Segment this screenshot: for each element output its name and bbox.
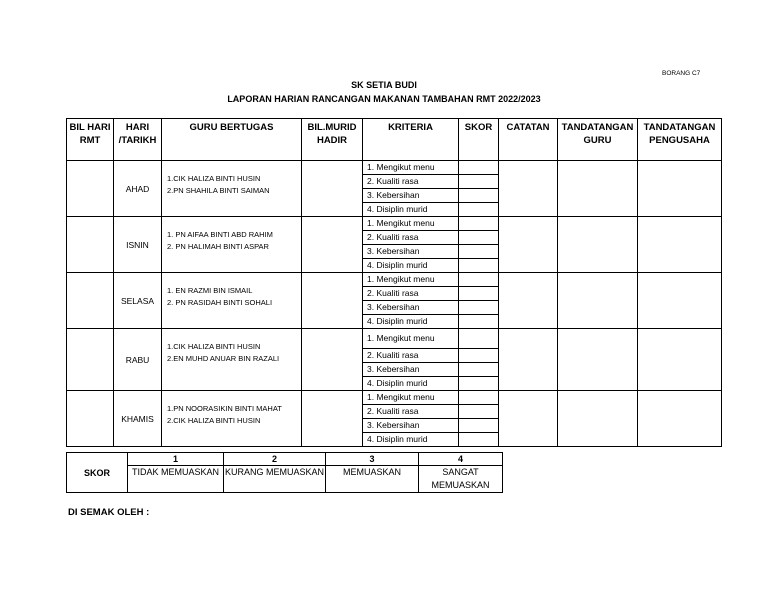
form-code: BORANG C7 xyxy=(662,70,701,77)
criteria-cell: 1. Mengikut menu xyxy=(363,391,459,405)
checked-by-label: DI SEMAK OLEH : xyxy=(68,507,150,518)
score-cell[interactable] xyxy=(459,315,499,329)
notes-cell[interactable] xyxy=(499,391,558,447)
officers-cell xyxy=(162,217,302,273)
score-cell[interactable] xyxy=(459,203,499,217)
report-row xyxy=(67,391,722,405)
bil-cell[interactable] xyxy=(67,217,114,273)
score-num: 2 xyxy=(224,453,326,466)
criteria-cell: 3. Kebersihan xyxy=(363,245,459,259)
score-cell[interactable] xyxy=(459,301,499,315)
score-num: 3 xyxy=(326,453,419,466)
criteria-cell: 2. Kualiti rasa xyxy=(363,231,459,245)
score-cell[interactable] xyxy=(459,363,499,377)
vendor-signature-cell[interactable] xyxy=(638,329,722,391)
criteria-cell: 4. Disiplin murid xyxy=(363,433,459,447)
officer-name: 1.PN NOORASIKIN BINTI MAHAT xyxy=(167,404,282,413)
score-cell[interactable] xyxy=(459,259,499,273)
score-cell[interactable] xyxy=(459,377,499,391)
header-guru: GURU BERTUGAS xyxy=(162,119,302,161)
report-title: LAPORAN HARIAN RANCANGAN MAKANAN TAMBAHAN RMT 2022/2023 xyxy=(227,94,541,104)
officers-cell xyxy=(162,329,302,391)
header-skor: SKOR xyxy=(459,119,499,161)
officer-name: 2.PN SHAHILA BINTI SAIMAN xyxy=(167,186,270,195)
criteria-cell: 1. Mengikut menu xyxy=(363,217,459,231)
criteria-cell: 2. Kualiti rasa xyxy=(363,175,459,189)
score-num: 1 xyxy=(128,453,224,466)
notes-cell[interactable] xyxy=(499,217,558,273)
score-cell[interactable] xyxy=(459,161,499,175)
report-row xyxy=(67,217,722,231)
vendor-signature-cell[interactable] xyxy=(638,161,722,217)
officer-name: 2.CIK HALIZA BINTI HUSIN xyxy=(167,416,261,425)
criteria-cell: 2. Kualiti rasa xyxy=(363,287,459,301)
criteria-cell: 4. Disiplin murid xyxy=(363,259,459,273)
officers-cell xyxy=(162,391,302,447)
criteria-cell: 2. Kualiti rasa xyxy=(363,405,459,419)
students-count-cell[interactable] xyxy=(302,161,363,217)
students-count-cell[interactable] xyxy=(302,391,363,447)
header-murid: BIL.MURID HADIR xyxy=(302,119,363,161)
score-cell[interactable] xyxy=(459,419,499,433)
notes-cell[interactable] xyxy=(499,273,558,329)
score-cell[interactable] xyxy=(459,231,499,245)
bil-cell[interactable] xyxy=(67,161,114,217)
bil-cell[interactable] xyxy=(67,391,114,447)
day-cell: ISNIN xyxy=(114,217,162,273)
criteria-cell: 1. Mengikut menu xyxy=(363,161,459,175)
officer-name: 1.CIK HALIZA BINTI HUSIN xyxy=(167,174,261,183)
officer-name: 2.EN MUHD ANUAR BIN RAZALI xyxy=(167,354,280,363)
header-row xyxy=(67,119,722,161)
vendor-signature-cell[interactable] xyxy=(638,273,722,329)
officer-name: 2. PN HALIMAH BINTI ASPAR xyxy=(167,242,269,251)
report-row xyxy=(67,161,722,175)
score-cell[interactable] xyxy=(459,273,499,287)
header-kriteria: KRITERIA xyxy=(363,119,459,161)
criteria-cell: 2. Kualiti rasa xyxy=(363,349,459,363)
criteria-cell: 4. Disiplin murid xyxy=(363,377,459,391)
criteria-cell: 1. Mengikut menu xyxy=(363,273,459,287)
header-bil: BIL HARI RMT xyxy=(67,119,114,161)
criteria-cell: 4. Disiplin murid xyxy=(363,315,459,329)
officer-name: 2. PN RASIDAH BINTI SOHALI xyxy=(167,298,273,307)
score-cell[interactable] xyxy=(459,189,499,203)
score-cell[interactable] xyxy=(459,287,499,301)
vendor-signature-cell[interactable] xyxy=(638,391,722,447)
score-cell[interactable] xyxy=(459,175,499,189)
header-ttd-guru: TANDATANGAN GURU xyxy=(558,119,638,161)
notes-cell[interactable] xyxy=(499,329,558,391)
score-cell[interactable] xyxy=(459,349,499,363)
teacher-signature-cell[interactable] xyxy=(558,217,638,273)
score-desc: SANGAT MEMUASKAN xyxy=(419,466,503,493)
bil-cell[interactable] xyxy=(67,329,114,391)
day-cell: KHAMIS xyxy=(114,391,162,447)
score-cell[interactable] xyxy=(459,329,499,349)
score-legend-table xyxy=(66,452,503,493)
day-cell: RABU xyxy=(114,329,162,391)
teacher-signature-cell[interactable] xyxy=(558,391,638,447)
students-count-cell[interactable] xyxy=(302,273,363,329)
report-body xyxy=(67,161,722,447)
day-cell: AHAD xyxy=(114,161,162,217)
officer-name: 1.CIK HALIZA BINTI HUSIN xyxy=(167,342,261,351)
officer-name: 1. PN AIFAA BINTI ABD RAHIM xyxy=(167,230,273,239)
score-desc: MEMUASKAN xyxy=(326,466,419,493)
report-row xyxy=(67,329,722,349)
officers-cell xyxy=(162,273,302,329)
criteria-cell: 3. Kebersihan xyxy=(363,301,459,315)
daily-report-table xyxy=(66,118,722,447)
score-desc: TIDAK MEMUASKAN xyxy=(128,466,224,493)
school-name: SK SETIA BUDI xyxy=(351,80,417,90)
vendor-signature-cell[interactable] xyxy=(638,217,722,273)
officers-cell xyxy=(162,161,302,217)
teacher-signature-cell[interactable] xyxy=(558,273,638,329)
report-row xyxy=(67,273,722,287)
score-num: 4 xyxy=(419,453,503,466)
header-catatan: CATATAN xyxy=(499,119,558,161)
criteria-cell: 3. Kebersihan xyxy=(363,363,459,377)
day-cell: SELASA xyxy=(114,273,162,329)
officer-name: 1. EN RAZMI BIN ISMAIL xyxy=(167,286,253,295)
criteria-cell: 1. Mengikut menu xyxy=(363,329,459,349)
criteria-cell: 3. Kebersihan xyxy=(363,419,459,433)
criteria-cell: 3. Kebersihan xyxy=(363,189,459,203)
header-ttd-pengusaha: TANDATANGAN PENGUSAHA xyxy=(638,119,722,161)
students-count-cell[interactable] xyxy=(302,329,363,391)
teacher-signature-cell[interactable] xyxy=(558,161,638,217)
score-cell[interactable] xyxy=(459,391,499,405)
bil-cell[interactable] xyxy=(67,273,114,329)
score-desc: KURANG MEMUASKAN xyxy=(224,466,326,493)
teacher-signature-cell[interactable] xyxy=(558,329,638,391)
score-cell[interactable] xyxy=(459,245,499,259)
criteria-cell: 4. Disiplin murid xyxy=(363,203,459,217)
score-cell[interactable] xyxy=(459,217,499,231)
notes-cell[interactable] xyxy=(499,161,558,217)
students-count-cell[interactable] xyxy=(302,217,363,273)
score-label: SKOR xyxy=(67,453,128,493)
header-hari: HARI /TARIKH xyxy=(114,119,162,161)
score-cell[interactable] xyxy=(459,405,499,419)
score-cell[interactable] xyxy=(459,433,499,447)
